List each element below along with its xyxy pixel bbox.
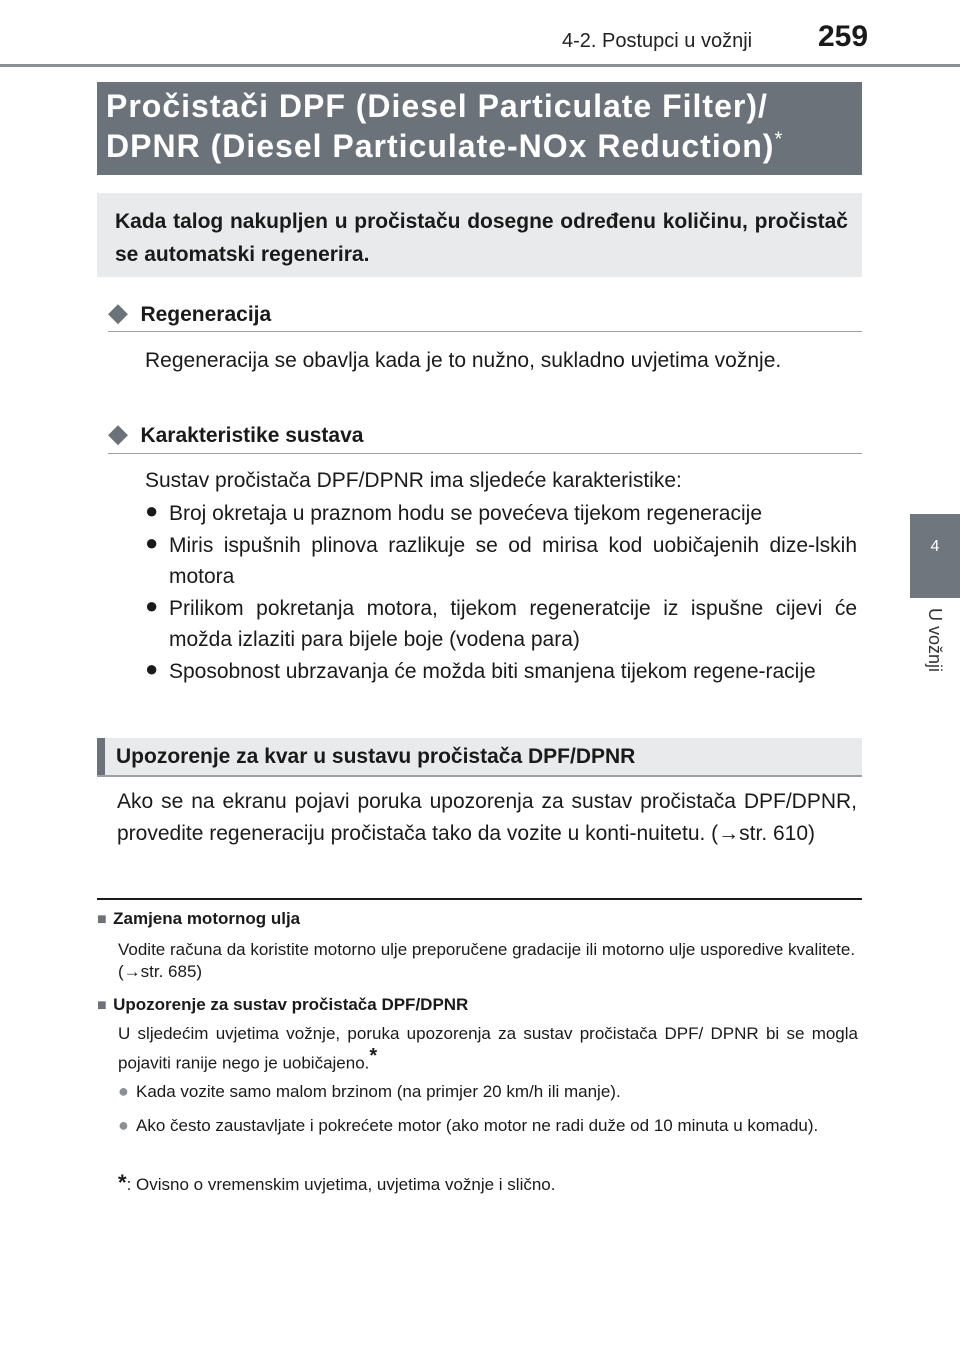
regeneration-heading: Regeneracija bbox=[140, 303, 272, 326]
warning-text: Ako se na ekranu pojavi poruka upozorenja za sustav pročistača DPF/DPNR, provedite regeneraciju pročistača tako da vozite u konti-nuitetu. (→str. 610) bbox=[117, 790, 857, 845]
feature-item bbox=[145, 530, 857, 592]
feature-item-text: Broj okretaja u praznom hodu se povećeva tijekom regeneracije bbox=[169, 502, 762, 525]
note-dpf-text-body: U sljedećim uvjetima vožnje, poruka upozorenja za sustav pročistača DPF/ DPNR bi se mogla pojaviti ranije nego je uobičajeno. bbox=[118, 1024, 858, 1073]
features-heading-row bbox=[108, 418, 363, 449]
bullet-icon: ● bbox=[145, 530, 159, 555]
diamond-icon: ◆ bbox=[108, 297, 128, 327]
features-heading: Karakteristike sustava bbox=[140, 424, 364, 447]
note-dpf-item-text: Kada vozite samo malom brzinom (na primjer 20 km/h ili manje). bbox=[136, 1082, 621, 1101]
note-dpf-heading: Upozorenje za sustav pročistača DPF/DPNR bbox=[113, 995, 469, 1014]
title-line-1: Pročistači DPF (Diesel Particulate Filter)/ bbox=[106, 88, 768, 124]
features-rule bbox=[108, 453, 862, 454]
regeneration-rule bbox=[108, 331, 862, 332]
intro-box bbox=[97, 193, 862, 277]
note-dpf-heading-row bbox=[97, 995, 468, 1015]
diamond-icon: ◆ bbox=[108, 418, 128, 448]
square-bullet-icon: ■ bbox=[97, 911, 107, 928]
chapter-number: 4 bbox=[930, 538, 940, 555]
feature-item bbox=[145, 656, 857, 687]
chapter-label-wrap bbox=[910, 598, 960, 708]
title-line-2 bbox=[106, 128, 783, 165]
header-rule bbox=[0, 64, 960, 67]
regeneration-heading-row bbox=[108, 297, 271, 328]
bullet-icon: ● bbox=[118, 1081, 129, 1101]
feature-item-text: Miris ispušnih plinova razlikuje se od mirisa kod uobičajenih dize-lskih motora bbox=[169, 534, 857, 588]
page-number: 259 bbox=[818, 20, 869, 53]
intro-text: Kada talog nakupljen u pročistaču dosegne određenu količinu, pročistač se automatski regenerira. bbox=[115, 210, 848, 266]
bullet-icon: ● bbox=[145, 593, 159, 618]
note-oil-heading-row bbox=[97, 909, 300, 929]
footnote-mark: * bbox=[118, 1170, 127, 1195]
footnote-text: : Ovisno o vremenskim uvjetima, uvjetima vožnje i slično. bbox=[126, 1175, 556, 1194]
note-dpf-item-text: Ako često zaustavljate i pokrećete motor (ako motor ne radi duže od 10 minuta u komadu). bbox=[136, 1116, 819, 1135]
title-asterisk: * bbox=[774, 128, 784, 151]
title-box bbox=[97, 82, 862, 175]
warning-title: Upozorenje za kvar u sustavu pročistača DPF/DPNR bbox=[116, 745, 636, 768]
feature-item bbox=[145, 498, 857, 529]
note-oil-text: Vodite računa da koristite motorno ulje preporučene gradacije ili motorno ulje usporedive kvalitete. (→str. 685) bbox=[118, 940, 856, 981]
note-oil-heading: Zamjena motornog ulja bbox=[113, 909, 301, 928]
bullet-icon: ● bbox=[118, 1115, 129, 1135]
bullet-icon: ● bbox=[145, 656, 159, 681]
feature-item-text: Prilikom pokretanja motora, tijekom regeneratcije iz ispušne cijevi će možda izlaziti para bijele boje (vodena para) bbox=[169, 597, 857, 651]
square-bullet-icon: ■ bbox=[97, 997, 107, 1014]
warning-rule bbox=[97, 775, 862, 777]
header-section-title: 4-2. Postupci u vožnji bbox=[562, 30, 753, 52]
chapter-tab bbox=[910, 514, 960, 598]
note-dpf-item bbox=[118, 1115, 860, 1137]
bullet-icon: ● bbox=[145, 498, 159, 523]
features-lead: Sustav pročistača DPF/DPNR ima sljedeće karakteristike: bbox=[145, 469, 682, 492]
chapter-label: U vožnji bbox=[925, 608, 945, 673]
warning-accent-bar bbox=[97, 738, 105, 776]
feature-item-text: Sposobnost ubrzavanja će možda biti smanjena tijekom regene-racije bbox=[169, 660, 816, 683]
title-line-2-text: DPNR (Diesel Particulate-NOx Reduction) bbox=[106, 128, 775, 164]
note-dpf-asterisk: * bbox=[369, 1045, 378, 1067]
note-dpf-item bbox=[118, 1081, 858, 1103]
notes-separator bbox=[97, 898, 862, 900]
feature-item bbox=[145, 593, 857, 655]
regeneration-text: Regeneracija se obavlja kada je to nužno, sukladno uvjetima vožnje. bbox=[145, 349, 782, 372]
note-dpf-text bbox=[118, 1023, 858, 1075]
footnote bbox=[118, 1172, 858, 1196]
